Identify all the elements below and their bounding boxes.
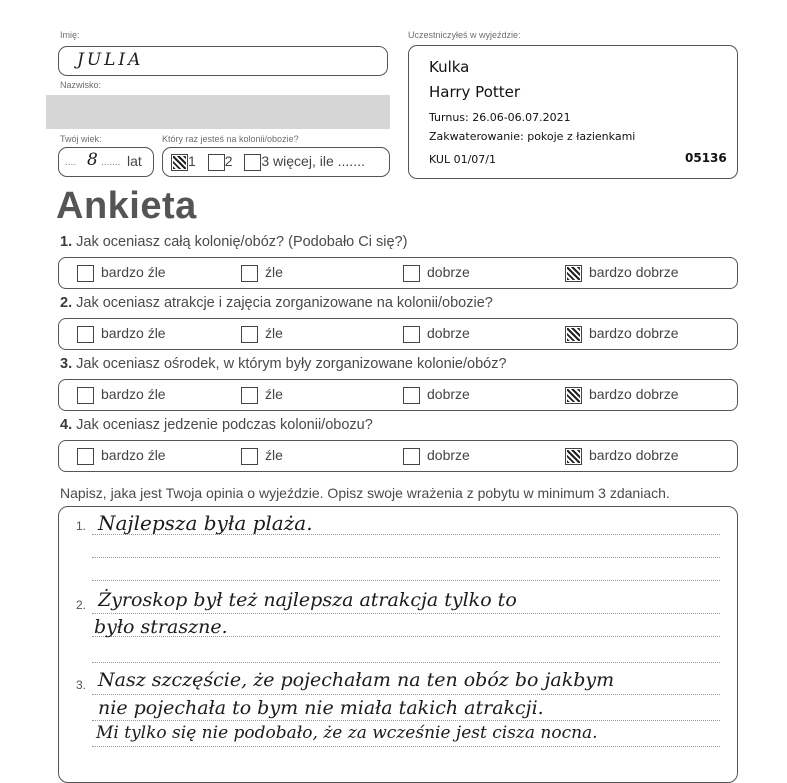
- rating-checkbox[interactable]: [565, 387, 582, 404]
- rating-label: dobrze: [427, 447, 470, 463]
- ktory-raz-option-3: 3 więcej, ile .......: [261, 153, 365, 169]
- rating-label: bardzo dobrze: [589, 447, 679, 463]
- camp-label: Uczestniczyłeś w wyjeździe:: [408, 30, 521, 40]
- camp-number: 05136: [685, 151, 727, 165]
- nazwisko-redacted: [46, 95, 390, 129]
- imie-label: Imię:: [60, 30, 80, 40]
- rating-label: dobrze: [427, 325, 470, 341]
- rating-option[interactable]: [565, 325, 679, 343]
- opinion-line: było straszne.: [94, 616, 228, 638]
- rating-checkbox[interactable]: [403, 326, 420, 343]
- question-1: [60, 234, 407, 250]
- ktory-raz-option-2: 2: [224, 153, 233, 169]
- wiek-label: Twój wiek:: [60, 134, 102, 144]
- ktory-raz-field: [162, 147, 390, 177]
- ktory-raz-checkbox-1[interactable]: [171, 154, 188, 171]
- rating-label: bardzo źle: [101, 386, 166, 402]
- rating-label: bardzo dobrze: [589, 264, 679, 280]
- question-number: 3.: [60, 356, 73, 372]
- rating-label: dobrze: [427, 264, 470, 280]
- question-number: 2.: [60, 295, 73, 311]
- camp-info-box: [408, 45, 738, 179]
- question-2: [60, 295, 493, 311]
- question-text: Jak oceniasz atrakcje i zajęcia zorganizowane na kolonii/obozie?: [76, 295, 493, 311]
- rating-checkbox[interactable]: [403, 448, 420, 465]
- opinion-line: Żyroskop był też najlepsza atrakcja tylko to: [98, 589, 517, 611]
- imie-field[interactable]: [58, 46, 388, 76]
- rating-row-3: [58, 379, 738, 411]
- rating-row-4: [58, 440, 738, 472]
- opinion-number-1: 1.: [76, 519, 87, 533]
- opinion-line: nie pojechała to bym nie miała takich atrakcji.: [98, 697, 544, 719]
- rating-checkbox[interactable]: [241, 448, 258, 465]
- question-text: Jak oceniasz całą kolonię/obóz? (Podobało Ci się?): [76, 234, 408, 250]
- rating-label: bardzo dobrze: [589, 325, 679, 341]
- rating-checkbox[interactable]: [565, 326, 582, 343]
- question-text: Jak oceniasz ośrodek, w którym były zorganizowane kolonie/obóz?: [76, 356, 507, 372]
- rating-option[interactable]: [565, 386, 679, 404]
- camp-name: Kulka: [429, 58, 470, 76]
- rating-option[interactable]: [241, 264, 283, 282]
- rating-label: bardzo źle: [101, 264, 166, 280]
- ktory-raz-checkbox-3[interactable]: [244, 154, 261, 171]
- rating-checkbox[interactable]: [565, 448, 582, 465]
- question-number: 4.: [60, 417, 73, 433]
- rating-checkbox[interactable]: [77, 448, 94, 465]
- question-number: 1.: [60, 234, 73, 250]
- rating-option[interactable]: [403, 325, 470, 343]
- rating-label: bardzo źle: [101, 325, 166, 341]
- wiek-field[interactable]: .... 8 ....... lat: [58, 147, 154, 177]
- ktory-raz-checkbox-2[interactable]: [208, 154, 225, 171]
- ktory-raz-label: Który raz jesteś na kolonii/obozie?: [162, 134, 299, 144]
- opinion-line: Mi tylko się nie podobało, że za wcześnie jest cisza nocna.: [96, 723, 598, 743]
- opinion-line: Nasz szczęście, że pojechałam na ten obóz bo jakbym: [98, 669, 615, 691]
- rating-checkbox[interactable]: [77, 265, 94, 282]
- rating-option[interactable]: [565, 264, 679, 282]
- rating-label: źle: [265, 447, 283, 463]
- rating-option[interactable]: [403, 386, 470, 404]
- rating-option[interactable]: [77, 386, 166, 404]
- rating-option[interactable]: [241, 447, 283, 465]
- camp-turnus: Turnus: 26.06-06.07.2021: [429, 111, 571, 124]
- question-4: [60, 417, 373, 433]
- rating-checkbox[interactable]: [403, 387, 420, 404]
- rating-checkbox[interactable]: [403, 265, 420, 282]
- rating-checkbox[interactable]: [241, 387, 258, 404]
- opinion-prompt: Napisz, jaka jest Twoja opinia o wyjeździe. Opisz swoje wrażenia z pobytu w minimum 3 zdaniach.: [60, 485, 670, 501]
- rating-option[interactable]: [77, 325, 166, 343]
- question-text: Jak oceniasz jedzenie podczas kolonii/obozu?: [76, 417, 373, 433]
- rating-label: źle: [265, 386, 283, 402]
- wiek-value: 8: [87, 150, 98, 170]
- rating-checkbox[interactable]: [565, 265, 582, 282]
- rating-label: bardzo źle: [101, 447, 166, 463]
- rating-option[interactable]: [77, 447, 166, 465]
- rating-label: dobrze: [427, 386, 470, 402]
- rating-option[interactable]: [403, 447, 470, 465]
- rating-option[interactable]: [241, 325, 283, 343]
- rating-label: źle: [265, 325, 283, 341]
- rating-option[interactable]: [565, 447, 679, 465]
- rating-row-1: [58, 257, 738, 289]
- nazwisko-label: Nazwisko:: [60, 80, 102, 90]
- rating-label: bardzo dobrze: [589, 386, 679, 402]
- opinion-number-2: 2.: [76, 598, 87, 612]
- rating-checkbox[interactable]: [77, 387, 94, 404]
- rating-option[interactable]: [77, 264, 166, 282]
- ktory-raz-option-1: 1: [188, 153, 196, 169]
- opinion-line: Najlepsza była plaża.: [98, 511, 313, 535]
- rating-row-2: [58, 318, 738, 350]
- camp-zakwaterowanie: Zakwaterowanie: pokoje z łazienkami: [429, 130, 636, 143]
- camp-code: KUL 01/07/1: [429, 153, 496, 166]
- question-3: [60, 356, 507, 372]
- imie-value: JULIA: [77, 50, 144, 70]
- opinion-number-3: 3.: [76, 678, 87, 692]
- rating-checkbox[interactable]: [77, 326, 94, 343]
- page-title: Ankieta: [56, 185, 197, 227]
- rating-label: źle: [265, 264, 283, 280]
- rating-option[interactable]: [241, 386, 283, 404]
- rating-checkbox[interactable]: [241, 326, 258, 343]
- rating-option[interactable]: [403, 264, 470, 282]
- rating-checkbox[interactable]: [241, 265, 258, 282]
- camp-theme: Harry Potter: [429, 83, 521, 101]
- wiek-unit: lat: [127, 153, 142, 169]
